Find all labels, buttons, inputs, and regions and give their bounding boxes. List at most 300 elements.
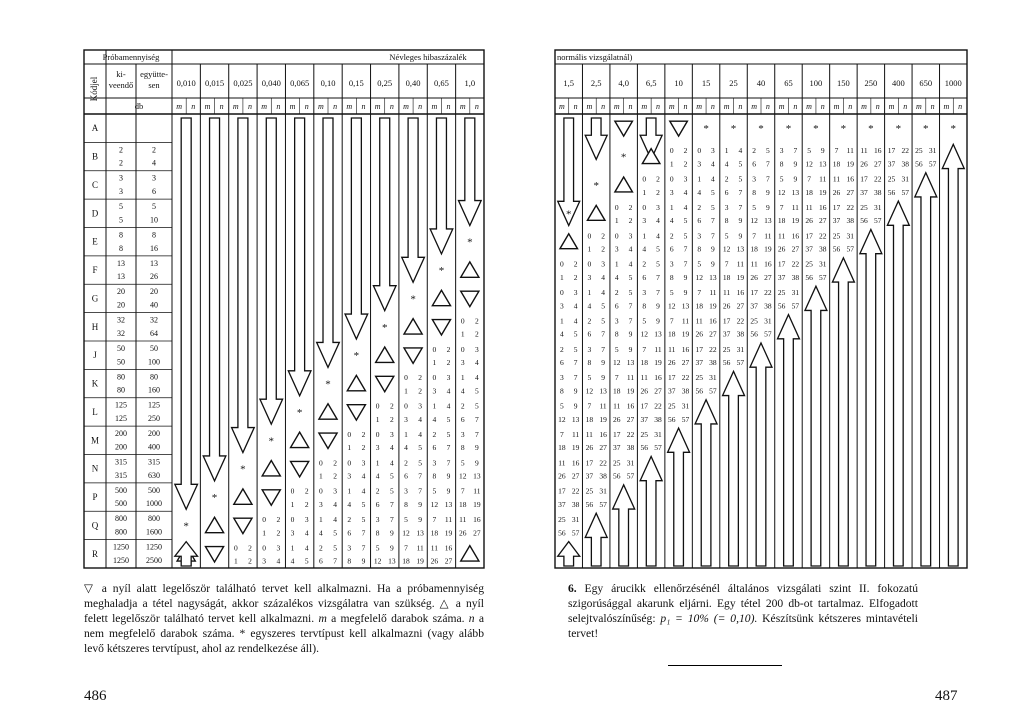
rejection-number: 2 xyxy=(573,259,578,269)
acceptance-number: 25 xyxy=(585,486,594,496)
rejection-number: 11 xyxy=(444,515,453,525)
acceptance-number: 3 xyxy=(559,373,564,383)
rejection-number-2: 27 xyxy=(444,556,453,566)
acceptance-number: 0 xyxy=(559,288,564,298)
rejection-number-2: 9 xyxy=(628,329,633,339)
rejection-number-2: 5 xyxy=(601,301,605,311)
rejection-number-2: 38 xyxy=(873,187,882,197)
rejection-number: 2 xyxy=(333,458,337,468)
mn-n: n xyxy=(601,102,606,111)
rejection-number-2: 27 xyxy=(626,414,635,424)
acceptance-number: 11 xyxy=(860,146,868,156)
rejection-number-2: 2 xyxy=(276,528,281,538)
acceptance-number-2: 56 xyxy=(887,187,896,197)
rejection-number-2: 7 xyxy=(475,414,479,424)
rejection-number-2: 57 xyxy=(736,358,745,368)
acceptance-number: 5 xyxy=(779,174,784,184)
single-plan-star: * xyxy=(813,123,819,136)
mn-m: m xyxy=(806,102,812,111)
rejection-number: 31 xyxy=(736,344,745,354)
single-plan-star: * xyxy=(730,123,737,136)
up-arrow xyxy=(723,371,745,566)
rejection-number-2: 4 xyxy=(361,471,366,481)
rejection-number-2: 9 xyxy=(573,386,578,396)
rejection-number-2: 57 xyxy=(873,216,882,226)
single-plan-star: * xyxy=(868,123,874,136)
rejection-number: 7 xyxy=(475,429,479,439)
acceptance-number: 1 xyxy=(587,288,592,298)
rejection-number-2: 2 xyxy=(389,414,394,424)
acceptance-number-2: 8 xyxy=(697,244,702,254)
acceptance-number: 0 xyxy=(290,515,295,525)
mn-n: n xyxy=(248,102,252,111)
mn-m: m xyxy=(723,102,730,111)
rejection-number-2: 7 xyxy=(601,329,605,339)
rejection-number-2: 19 xyxy=(626,386,635,396)
acceptance-number-2: 18 xyxy=(777,216,786,226)
mn-m: m xyxy=(431,102,438,111)
rejection-number-2: 2 xyxy=(656,187,660,197)
sample-size-2: 8 xyxy=(119,243,123,253)
pct-header: 0,065 xyxy=(290,78,310,88)
rejection-number: 9 xyxy=(446,486,451,496)
down-arrow xyxy=(585,118,607,159)
rejection-number-2: 7 xyxy=(711,216,715,226)
rejection-number-2: 19 xyxy=(444,528,453,538)
rejection-number-2: 5 xyxy=(738,159,743,169)
rejection-number-2: 13 xyxy=(473,471,481,481)
rejection-number-2: 2 xyxy=(248,556,252,566)
rejection-number-2: 5 xyxy=(361,499,366,509)
mn-n: n xyxy=(738,102,743,111)
rejection-number-2: 7 xyxy=(333,556,337,566)
rejection-number-2: 4 xyxy=(656,216,660,226)
acceptance-number: 0 xyxy=(347,458,352,468)
single-plan-star: * xyxy=(950,123,957,136)
rejection-number-2: 2 xyxy=(361,443,366,453)
acceptance-number-2: 4 xyxy=(347,499,352,509)
footnote-text-4: a nem megfelelő darabok száma. * egyszeres tervtípust kell alkalmazni (vagy alább levő kétszeres tervtípust, ahol az rendelkezése áll). xyxy=(84,612,484,655)
code-letter: R xyxy=(91,548,99,559)
single-plan-star: * xyxy=(353,350,360,363)
acceptance-number-2: 3 xyxy=(669,187,674,197)
acceptance-number-2: 1 xyxy=(262,528,267,538)
rejection-number: 9 xyxy=(683,288,688,298)
rejection-number-2: 38 xyxy=(736,329,745,339)
code-letter: M xyxy=(90,435,100,446)
rejection-number-2: 2 xyxy=(446,358,451,368)
acceptance-number: 7 xyxy=(404,543,408,553)
acceptance-number-2: 8 xyxy=(587,358,592,368)
acceptance-number-2: 26 xyxy=(430,556,439,566)
mn-n: n xyxy=(958,102,963,111)
pct-header: 250 xyxy=(864,78,878,88)
acceptance-number-2: 37 xyxy=(585,471,594,481)
rejection-number: 11 xyxy=(571,429,580,439)
rejection-number-2: 13 xyxy=(764,216,772,226)
rejection-number: 2 xyxy=(389,401,394,411)
rejection-number: 2 xyxy=(304,486,309,496)
acceptance-number-2: 1 xyxy=(233,556,238,566)
rejection-number-2: 19 xyxy=(846,159,855,169)
rejection-number: 4 xyxy=(656,231,660,241)
pct-header: 0,040 xyxy=(261,78,281,88)
up-arrow xyxy=(915,173,937,566)
rejection-number-2: 2 xyxy=(418,386,423,396)
rejection-number: 16 xyxy=(681,344,690,354)
rejection-number-2: 2 xyxy=(333,471,337,481)
rejection-number-2: 5 xyxy=(418,443,423,453)
footnote-n: n xyxy=(468,612,475,625)
up-arrow xyxy=(695,400,717,566)
rejection-number: 5 xyxy=(601,316,605,326)
single-plan-star: * xyxy=(467,236,473,249)
rejection-number: 31 xyxy=(819,259,827,269)
acceptance-number: 7 xyxy=(614,373,619,383)
rejection-number-2: 19 xyxy=(764,244,772,254)
acceptance-number: 5 xyxy=(432,486,437,496)
up-triangle-icon xyxy=(587,205,605,220)
acceptance-number-2: 18 xyxy=(832,159,841,169)
acceptance-number-2: 1 xyxy=(642,187,647,197)
kivevendo-header-2: veendő xyxy=(108,80,134,90)
acceptance-number: 11 xyxy=(777,231,786,241)
rejection-number-2: 57 xyxy=(654,443,662,453)
sample-size-1b: 800 xyxy=(148,514,160,524)
rejection-number: 16 xyxy=(764,259,772,269)
sample-size-1: 2 xyxy=(119,145,123,155)
sample-size-1: 20 xyxy=(117,287,125,297)
single-plan-star: * xyxy=(410,293,416,306)
rejection-number: 2 xyxy=(601,231,605,241)
rejection-number: 11 xyxy=(709,288,717,298)
rejection-number: 7 xyxy=(389,515,394,525)
acceptance-number: 1 xyxy=(347,486,352,496)
rejection-number-2: 57 xyxy=(626,471,635,481)
rejection-number: 4 xyxy=(601,288,605,298)
acceptance-number: 2 xyxy=(642,259,647,269)
rejection-number: 4 xyxy=(628,259,633,269)
mn-m: m xyxy=(641,102,648,111)
acceptance-number: 5 xyxy=(614,344,619,354)
acceptance-number: 17 xyxy=(832,202,841,212)
pct-header: 2,5 xyxy=(590,78,602,88)
acceptance-number-2: 3 xyxy=(290,528,295,538)
mn-m: m xyxy=(668,102,675,111)
sample-size-1: 8 xyxy=(119,230,123,240)
acceptance-number-2: 8 xyxy=(559,386,564,396)
rejection-number: 11 xyxy=(791,202,799,212)
acceptance-number-2: 12 xyxy=(613,358,621,368)
rejection-number: 3 xyxy=(601,259,605,269)
acceptance-number-2: 4 xyxy=(460,386,465,396)
acceptance-number: 0 xyxy=(669,146,674,156)
down-triangle-icon: ▽ xyxy=(84,582,96,595)
rejection-number-2: 9 xyxy=(656,301,660,311)
mn-n: n xyxy=(389,102,394,111)
rejection-number: 31 xyxy=(901,174,909,184)
rejection-number: 16 xyxy=(654,373,662,383)
pct-header: 0,15 xyxy=(348,78,364,88)
rejection-number-2: 7 xyxy=(573,358,578,368)
rejection-number: 4 xyxy=(418,429,423,439)
acceptance-number: 1 xyxy=(697,174,702,184)
sample-size-2: 50 xyxy=(117,357,125,367)
mn-n: n xyxy=(683,102,688,111)
rejection-number-2: 19 xyxy=(571,443,580,453)
cumulative-size: 400 xyxy=(148,442,160,452)
acceptance-number-2: 3 xyxy=(375,443,380,453)
rejection-number-2: 13 xyxy=(444,499,453,509)
rejection-number: 31 xyxy=(654,429,662,439)
acceptance-number-2: 56 xyxy=(832,244,841,254)
acceptance-number-2: 12 xyxy=(667,301,676,311)
acceptance-number: 11 xyxy=(695,316,703,326)
exercise-number: 6. xyxy=(568,582,577,595)
footnote-text-1: a nyíl alatt legelőször található tervet kell alkalmazni. Ha a próbamennyiség meghaladja a tétel nagyságát, akkor százalékos vizsgálatra van szükség. xyxy=(84,582,484,610)
acceptance-number-2: 4 xyxy=(614,272,619,282)
acceptance-number-2: 6 xyxy=(432,443,437,453)
acceptance-number-2: 6 xyxy=(375,499,380,509)
rejection-number-2: 27 xyxy=(571,471,580,481)
acceptance-number: 0 xyxy=(262,543,267,553)
code-letter: E xyxy=(92,236,98,247)
rejection-number: 5 xyxy=(738,174,743,184)
sample-size-1: 32 xyxy=(117,315,125,325)
rejection-number-2: 13 xyxy=(599,386,607,396)
acceptance-number: 2 xyxy=(669,231,674,241)
single-plan-star: * xyxy=(438,265,445,278)
acceptance-number-2: 3 xyxy=(347,471,352,481)
acceptance-number-2: 37 xyxy=(695,358,703,368)
acceptance-number-2: 4 xyxy=(587,301,592,311)
rejection-number: 7 xyxy=(765,174,770,184)
rejection-number-2: 7 xyxy=(656,272,660,282)
rejection-number-2: 38 xyxy=(819,244,827,254)
rejection-number: 4 xyxy=(738,146,743,156)
acceptance-number-2: 26 xyxy=(860,159,868,169)
acceptance-number: 5 xyxy=(724,231,729,241)
rejection-number: 9 xyxy=(793,174,798,184)
footnote-m: m xyxy=(318,612,327,625)
up-arrow xyxy=(558,542,580,566)
acceptance-number-2: 3 xyxy=(559,301,564,311)
rejection-number-2: 27 xyxy=(654,386,662,396)
rejection-number: 7 xyxy=(683,259,688,269)
rejection-number-2: 57 xyxy=(819,272,827,282)
sample-size-1b: 32 xyxy=(150,315,158,325)
sample-size-1b: 3 xyxy=(152,173,156,183)
rejection-number: 4 xyxy=(446,401,451,411)
acceptance-number-2: 12 xyxy=(805,159,813,169)
acceptance-number: 7 xyxy=(460,486,465,496)
acceptance-number: 5 xyxy=(460,458,465,468)
sample-size-1b: 315 xyxy=(148,457,160,467)
acceptance-number: 7 xyxy=(559,429,564,439)
acceptance-number-2: 4 xyxy=(432,414,437,424)
acceptance-number: 11 xyxy=(668,344,676,354)
single-plan-star: * xyxy=(758,123,764,136)
rejection-number-2: 19 xyxy=(791,216,800,226)
acceptance-number: 7 xyxy=(779,202,784,212)
sample-size-2: 13 xyxy=(117,272,125,282)
rejection-number: 4 xyxy=(573,316,578,326)
acceptance-number-2: 3 xyxy=(262,556,267,566)
acceptance-number: 17 xyxy=(750,288,758,298)
rejection-number: 2 xyxy=(683,146,688,156)
rejection-number-2: 4 xyxy=(683,187,688,197)
sample-size-1b: 13 xyxy=(150,258,158,268)
acceptance-number: 1 xyxy=(432,401,437,411)
acceptance-number: 3 xyxy=(460,429,465,439)
rejection-number: 7 xyxy=(446,458,451,468)
pct-header: 1,5 xyxy=(563,78,575,88)
acceptance-number: 7 xyxy=(807,174,811,184)
mn-m: m xyxy=(176,102,182,111)
acceptance-number-2: 37 xyxy=(722,329,731,339)
acceptance-number: 25 xyxy=(860,202,868,212)
rejection-number: 9 xyxy=(573,401,578,411)
rejection-number: 2 xyxy=(276,515,281,525)
acceptance-number-2: 56 xyxy=(750,329,758,339)
up-triangle-icon xyxy=(560,234,578,249)
rejection-number-2: 13 xyxy=(791,187,800,197)
rejection-number-2: 13 xyxy=(571,414,580,424)
rejection-number: 22 xyxy=(873,174,882,184)
acceptance-number-2: 26 xyxy=(722,301,731,311)
pct-header: 0,010 xyxy=(176,78,196,88)
acceptance-number-2: 18 xyxy=(750,244,758,254)
rejection-number: 2 xyxy=(656,174,660,184)
acceptance-number: 0 xyxy=(614,202,619,212)
rejection-number-2: 2 xyxy=(304,499,309,509)
rejection-number: 7 xyxy=(418,486,423,496)
mn-m: m xyxy=(943,102,950,111)
acceptance-number: 1 xyxy=(669,202,674,212)
pct-header: 1,0 xyxy=(464,78,476,88)
rejection-number-2: 38 xyxy=(846,216,855,226)
rejection-number-2: 9 xyxy=(765,187,770,197)
rejection-number: 5 xyxy=(683,231,688,241)
acceptance-number: 0 xyxy=(614,231,619,241)
acceptance-number-2: 8 xyxy=(375,528,380,538)
acceptance-number: 0 xyxy=(404,401,408,411)
rejection-number-2: 27 xyxy=(791,244,800,254)
rejection-number-2: 27 xyxy=(764,272,772,282)
single-plan-star: * xyxy=(183,520,189,533)
acceptance-number-2: 3 xyxy=(697,159,702,169)
rejection-number-2: 13 xyxy=(388,556,396,566)
rejection-number: 31 xyxy=(846,231,855,241)
up-arrow xyxy=(805,286,827,566)
acceptance-number-2: 1 xyxy=(347,443,352,453)
acceptance-number: 1 xyxy=(559,316,564,326)
rejection-number: 5 xyxy=(333,543,337,553)
acceptance-number-2: 6 xyxy=(642,272,647,282)
sample-size-1: 315 xyxy=(115,457,127,467)
mn-n: n xyxy=(304,102,309,111)
rejection-number: 16 xyxy=(873,146,882,156)
rejection-number-2: 27 xyxy=(681,358,690,368)
rejection-number: 16 xyxy=(709,316,717,326)
cumulative-size: 6 xyxy=(152,187,156,197)
acceptance-number: 11 xyxy=(459,515,467,525)
rejection-number: 4 xyxy=(333,515,337,525)
rejection-number-2: 4 xyxy=(333,499,337,509)
footnote-text-3: a megfelelő darabok száma. xyxy=(326,612,469,625)
rejection-number: 16 xyxy=(599,429,607,439)
pct-header: 0,10 xyxy=(320,78,336,88)
acceptance-number: 5 xyxy=(375,543,380,553)
cumulative-size: 26 xyxy=(150,272,158,282)
mn-n: n xyxy=(219,102,224,111)
pct-header: 25 xyxy=(729,78,738,88)
rejection-number-2: 13 xyxy=(654,329,662,339)
acceptance-number: 17 xyxy=(722,316,731,326)
mn-n: n xyxy=(333,102,338,111)
probamennyiseg-header: Próbamennyiség xyxy=(102,52,160,62)
acceptance-number: 0 xyxy=(642,202,647,212)
acceptance-number-2: 8 xyxy=(432,471,437,481)
acceptance-number-2: 1 xyxy=(669,159,674,169)
rejection-number: 11 xyxy=(473,486,481,496)
acceptance-number: 3 xyxy=(669,259,674,269)
kivevendo-header: ki- xyxy=(116,69,126,79)
acceptance-number: 0 xyxy=(697,146,702,156)
rejection-number-2: 19 xyxy=(599,414,607,424)
rejection-number: 11 xyxy=(416,543,424,553)
acceptance-number: 2 xyxy=(347,515,352,525)
sample-size-1b: 125 xyxy=(148,400,160,410)
pct-header: 150 xyxy=(837,78,850,88)
acceptance-number-2: 37 xyxy=(832,216,841,226)
acceptance-number: 17 xyxy=(613,429,621,439)
pct-header: 0,65 xyxy=(434,78,449,88)
sample-size-2: 800 xyxy=(115,527,127,537)
acceptance-number: 0 xyxy=(587,259,592,269)
acceptance-number-2: 18 xyxy=(558,443,566,453)
acceptance-number-2: 8 xyxy=(614,329,619,339)
acceptance-number-2: 8 xyxy=(752,187,757,197)
acceptance-number-2: 1 xyxy=(614,216,619,226)
rejection-number-2: 5 xyxy=(628,272,633,282)
rejection-number-2: 2 xyxy=(601,244,605,254)
acceptance-number: 1 xyxy=(724,146,729,156)
mn-n: n xyxy=(710,102,715,111)
acceptance-number-2: 3 xyxy=(404,414,408,424)
acceptance-number: 1 xyxy=(404,429,408,439)
rejection-number-2: 4 xyxy=(628,244,633,254)
acceptance-number: 0 xyxy=(432,373,437,383)
mn-m: m xyxy=(232,102,239,111)
rejection-number: 3 xyxy=(333,486,337,496)
rejection-number: 16 xyxy=(736,288,745,298)
acceptance-number-2: 6 xyxy=(347,528,352,538)
mn-m: m xyxy=(374,102,381,111)
exercise-text: Egy árucikk ellenőrzésénél általános vizsgálati szint II. fokozatú szigorúsággal akarunk eljárni. Egy tétel 200 db-ot tartalmaz. Elfogadott selejtvalószínűség: xyxy=(568,582,918,625)
sample-size-2: 500 xyxy=(115,499,127,509)
rejection-number-2: 19 xyxy=(681,329,690,339)
acceptance-number: 2 xyxy=(559,344,564,354)
acceptance-number-2: 18 xyxy=(458,499,467,509)
acceptance-number: 7 xyxy=(432,515,437,525)
up-arrow xyxy=(640,457,662,567)
rejection-number: 2 xyxy=(475,316,479,326)
acceptance-number: 1 xyxy=(614,259,619,269)
acceptance-number: 0 xyxy=(375,429,380,439)
rejection-number-2: 4 xyxy=(475,358,479,368)
rejection-number: 9 xyxy=(820,146,825,156)
